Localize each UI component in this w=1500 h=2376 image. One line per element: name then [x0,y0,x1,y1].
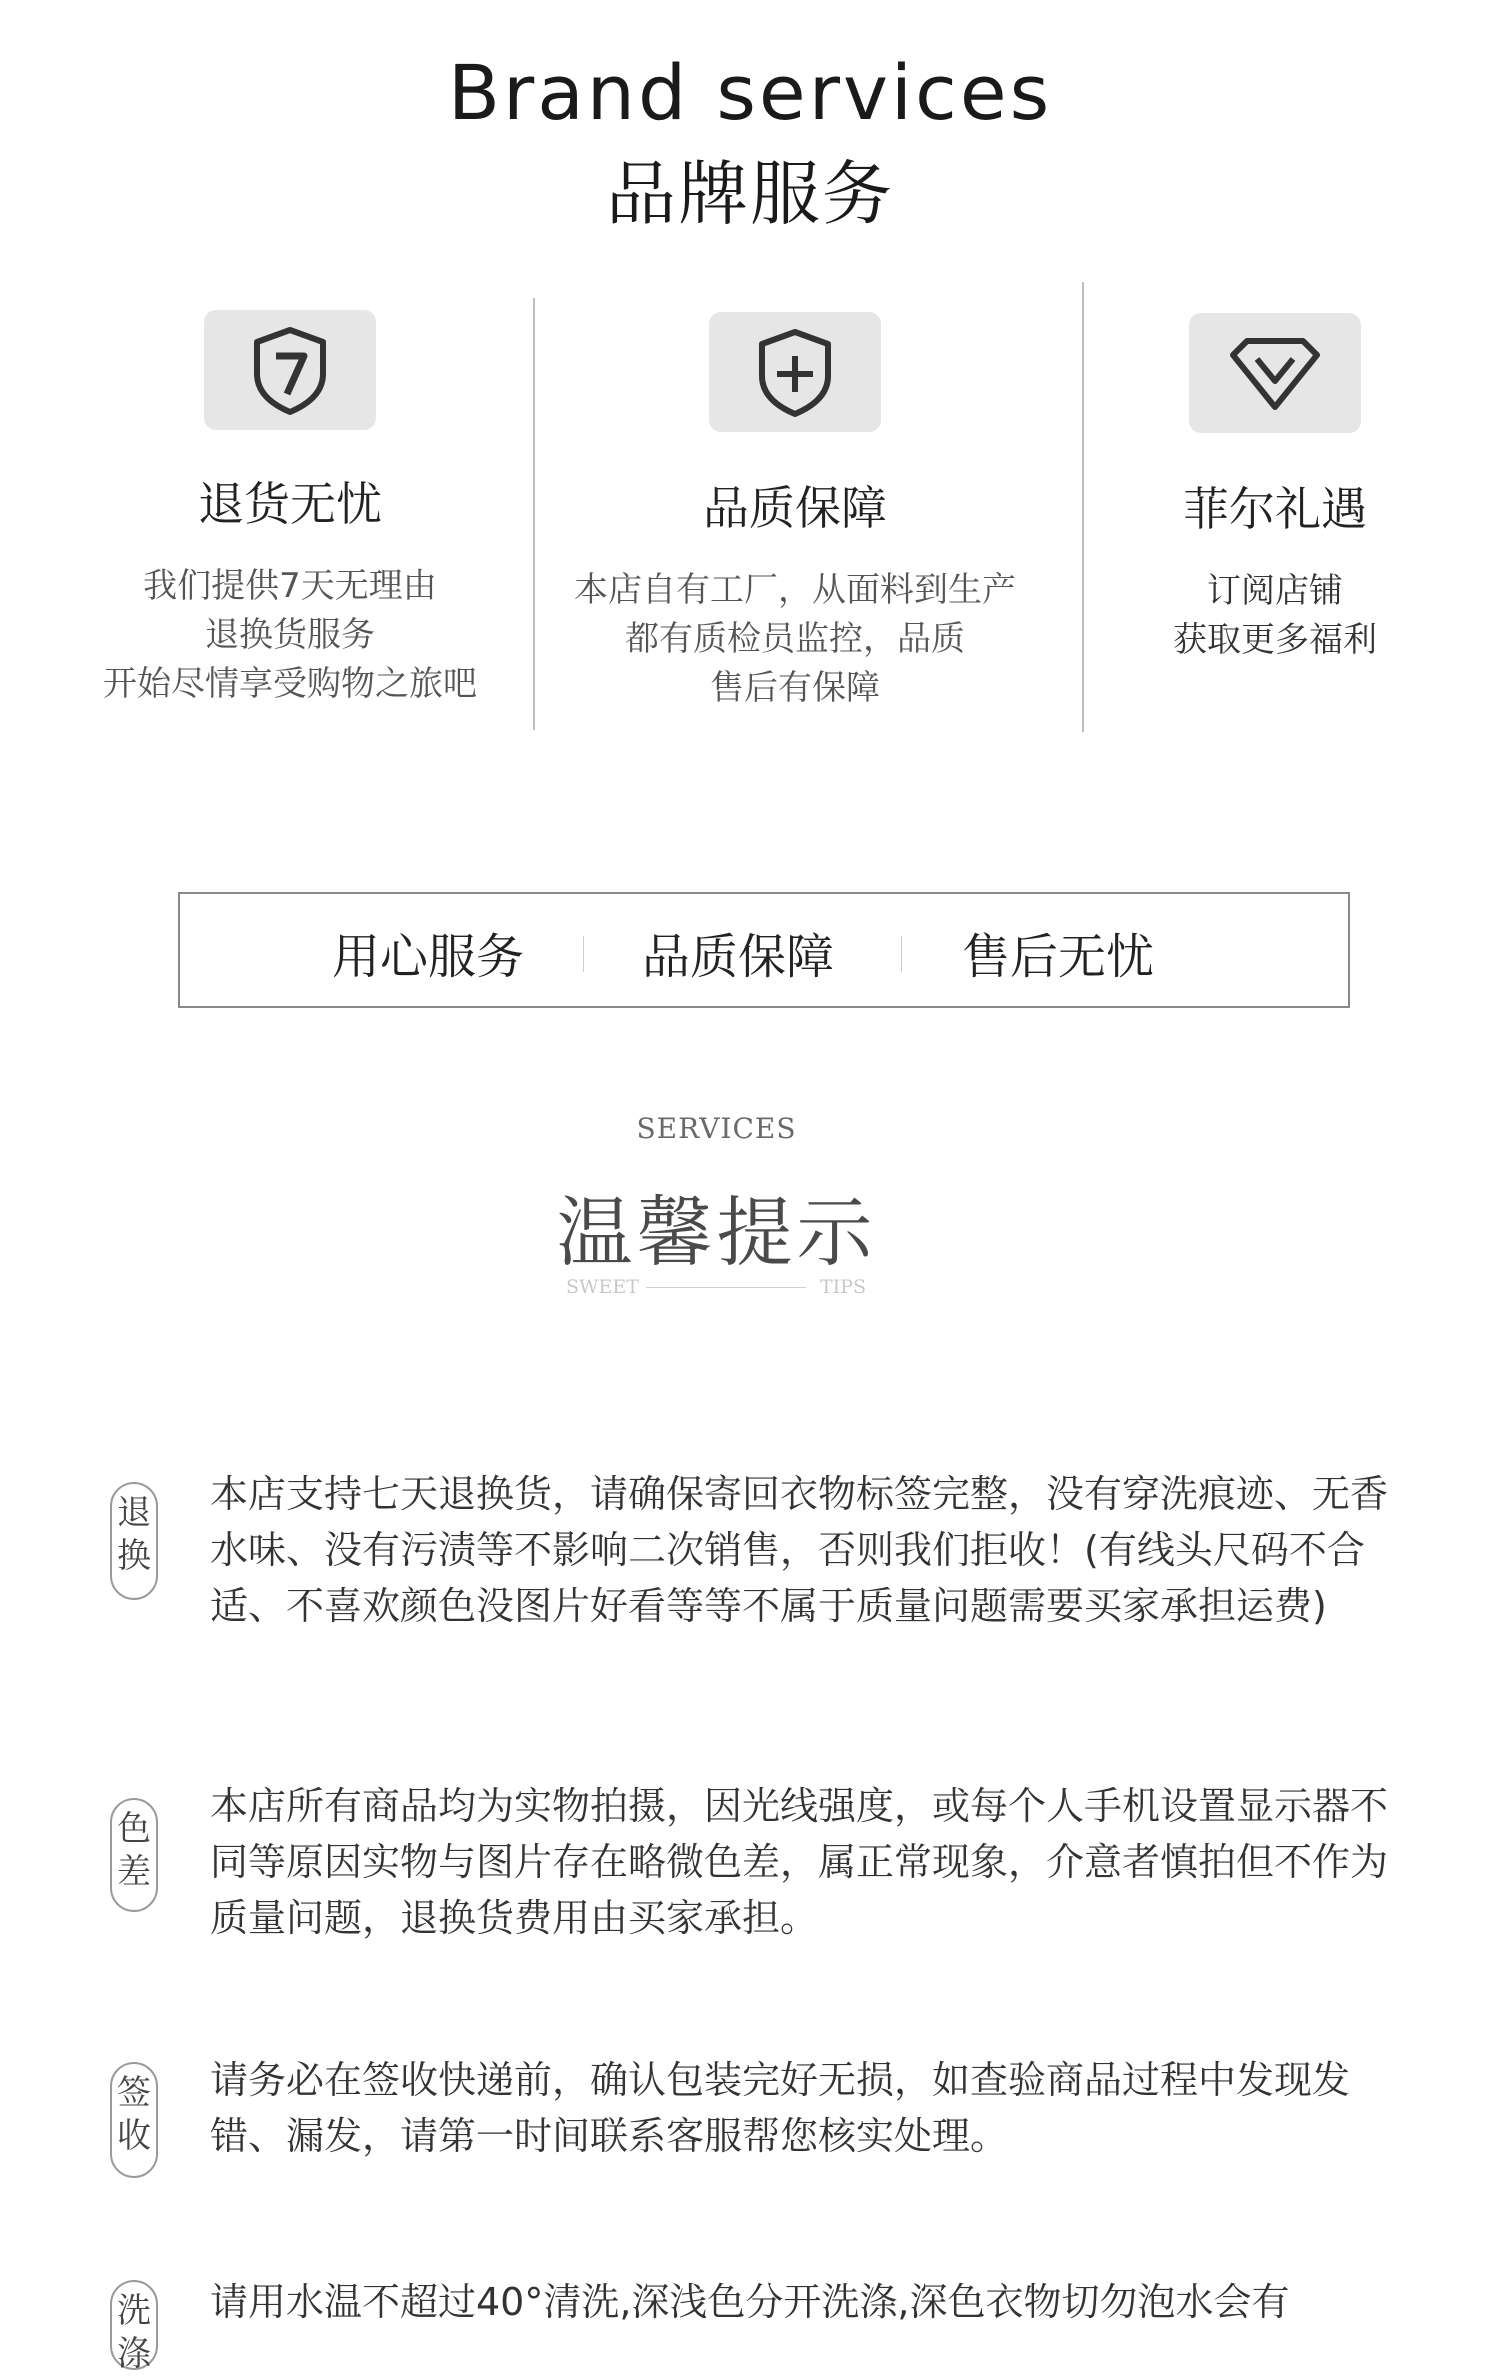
banner-divider [583,936,584,972]
note-text-receipt: 请务必在签收快递前，确认包装完好无损，如查验商品过程中发现发错、漏发，请第一时间联系客服帮您核实处理。 [210,2058,1351,2158]
note-badge-color [110,1798,158,1912]
service-line: 退换货服务 [205,615,375,655]
service-title: 品质保障 [703,481,887,535]
service-description [1095,567,1455,665]
badge-char: 签 [117,2073,151,2113]
banner-divider [901,936,902,972]
badge-char: 差 [117,1852,151,1892]
service-line: 我们提供7天无理由 [143,566,437,606]
service-line: 开始尽情享受购物之旅吧 [103,664,477,704]
tips-subheading: SERVICES [636,1112,797,1145]
badge-char: 收 [117,2116,151,2156]
service-description [545,566,1045,713]
banner-item: 品质保障 [642,929,835,985]
shield-7-icon [204,310,376,430]
shield-plus-icon [709,312,881,432]
service-line: 本店自有工厂，从面料到生产 [574,570,1016,610]
service-banner [178,892,1350,1008]
service-line: 都有质检员监控，品质 [625,619,965,659]
badge-char: 洗 [117,2291,151,2331]
page-title-en: Brand services [447,48,1053,137]
note-badge-returns [110,1482,158,1600]
note-text-returns: 本店支持七天退换货，请确保寄回衣物标签完整，没有穿洗痕迹、无香水味、没有污渍等不影响二次销售，否则我们拒收！(有线头尺码不合适、不喜欢颜色没图片好看等等不属于质量问题需要买家承担运费) [210,1472,1389,1628]
service-line: 订阅店铺 [1207,571,1343,611]
tips-caption-divider [646,1287,806,1288]
diamond-v-icon [1189,313,1361,433]
note-badge-receipt [110,2062,158,2178]
tips-caption-left: SWEET [566,1276,639,1298]
badge-char: 色 [117,1809,151,1849]
service-line: 售后有保障 [710,668,880,708]
banner-item: 用心服务 [332,929,525,985]
service-column-perks [1095,300,1455,665]
page-title-cn: 品牌服务 [606,153,894,235]
service-title: 菲尔礼遇 [1183,482,1367,536]
note-badge-washing [110,2280,158,2374]
tips-caption-right: TIPS [820,1276,866,1298]
service-column-quality [545,300,1045,713]
banner-item: 售后无忧 [962,929,1155,985]
badge-char: 涤 [117,2334,151,2374]
service-column-returns [60,300,520,709]
badge-char: 退 [117,1493,151,1533]
column-divider [533,298,535,730]
badge-char: 换 [117,1536,151,1576]
note-text-washing: 请用水温不超过40°清洗,深浅色分开洗涤,深色衣物切勿泡水会有 [210,2280,1290,2324]
service-description [60,562,520,709]
column-divider [1082,282,1084,732]
service-title: 退货无忧 [198,477,382,531]
service-line: 获取更多福利 [1173,620,1377,660]
tips-heading: 温馨提示 [556,1188,877,1277]
note-text-color: 本店所有商品均为实物拍摄，因光线强度，或每个人手机设置显示器不同等原因实物与图片存在略微色差，属正常现象，介意者慎拍但不作为质量问题，退换货费用由买家承担。 [210,1784,1389,1940]
